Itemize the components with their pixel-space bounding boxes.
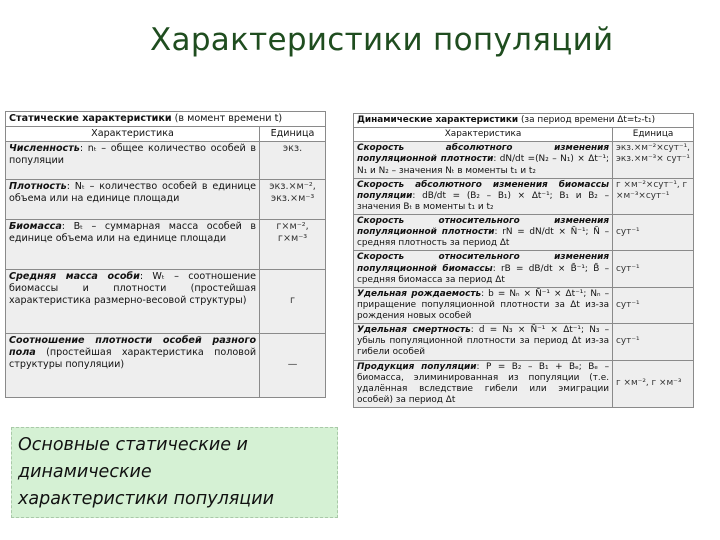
row-unit: экз.×м⁻²×сут⁻¹, экз.×м⁻³× сут⁻¹ xyxy=(613,142,694,178)
static-header-title: Статические характеристики xyxy=(9,113,172,124)
static-characteristics-table xyxy=(5,111,326,398)
row-unit: г ×м⁻²×сут⁻¹, г ×м⁻³×сут⁻¹ xyxy=(613,178,694,214)
row-name: Продукция популяции xyxy=(357,361,477,372)
table-row xyxy=(6,179,326,219)
static-header-note: (в момент времени t) xyxy=(171,113,283,124)
dynamic-header-note: (за период времени Δt=t₂-t₁) xyxy=(518,115,656,125)
row-desc: : d = N₃ × N̄⁻¹ × Δt⁻¹; N₃ – убыль популяционной плотности за период Δt из-за гибели особей xyxy=(357,325,610,358)
static-col-characteristic: Характеристика xyxy=(6,126,260,141)
static-col-unit: Единица xyxy=(260,126,326,141)
row-name: Биомасса xyxy=(9,220,62,232)
row-unit: сут⁻¹ xyxy=(613,251,694,287)
row-unit: — xyxy=(260,333,326,397)
row-unit: экз.×м⁻², экз.×м⁻³ xyxy=(260,179,326,219)
row-unit: сут⁻¹ xyxy=(613,324,694,360)
row-unit: экз. xyxy=(260,141,326,179)
row-desc: : nₜ – общее количество особей в популяции xyxy=(9,142,257,166)
caption-line-3: характеристики популяции xyxy=(18,489,274,509)
row-name: Удельная смертность xyxy=(357,325,471,336)
table-row xyxy=(6,141,326,179)
row-desc: : b = Nₙ × N̄⁻¹ × Δt⁻¹; Nₙ – приращение популяционной плотности за Δt из-за рождения новых особей xyxy=(357,288,610,321)
row-unit: сут⁻¹ xyxy=(613,215,694,251)
table-row xyxy=(354,287,694,323)
table-row xyxy=(6,219,326,269)
row-unit: г xyxy=(260,269,326,333)
table-row xyxy=(354,360,694,408)
table-row xyxy=(6,269,326,333)
row-desc: : rN = dN/dt × N̄⁻¹; N̄ – средняя плотность за период Δt xyxy=(357,227,610,249)
row-unit: г×м⁻², г×м⁻³ xyxy=(260,219,326,269)
row-desc: : rB = dB/dt × B̄⁻¹; B̄ – средняя биомасса за период Δt xyxy=(357,263,610,285)
row-unit: г ×м⁻², г ×м⁻³ xyxy=(613,360,694,408)
row-desc: : Bₜ – суммарная масса особей в единице объема или на единице площади xyxy=(9,220,257,244)
table-row xyxy=(354,324,694,360)
row-desc: : Nₜ – количество особей в единице объема или на единице площади xyxy=(9,180,257,204)
row-name: Удельная рождаемость xyxy=(357,288,482,299)
row-desc: : dN/dt =(N₂ – N₁) × Δt⁻¹; N₁ и N₂ – значения Nₜ в моменты t₁ и t₂ xyxy=(357,154,610,176)
caption-line-2: динамические xyxy=(18,462,152,482)
dynamic-column-headers xyxy=(354,128,694,142)
row-desc: (простейшая характеристика половой структуры популяции) xyxy=(9,346,257,370)
row-name: Численность xyxy=(9,142,80,154)
row-unit: сут⁻¹ xyxy=(613,287,694,323)
row-desc: : Wₜ – соотношение биомассы и плотности (простейшая характеристика размерно-весовой структуры) xyxy=(9,270,257,306)
row-name: Плотность xyxy=(9,180,67,192)
table-row xyxy=(354,142,694,178)
page-title: Характеристики популяций xyxy=(150,22,614,58)
row-desc: : P = B₂ – B₁ + Bₑ; Bₑ – биомасса, элиминированная из популяции (т.е. удалённая вследствие гибели или эмиграции особей) за период Δt xyxy=(357,361,610,405)
table-row xyxy=(6,333,326,397)
caption-line-1: Основные статические и xyxy=(18,435,248,455)
row-name: Средняя масса особи xyxy=(9,270,140,282)
table-row xyxy=(354,215,694,251)
row-name: Скорость относительного изменения популяционной плотности xyxy=(357,216,610,238)
caption-box xyxy=(11,427,338,518)
table-row xyxy=(354,178,694,214)
dynamic-col-unit: Единица xyxy=(613,128,694,142)
row-name: Скорость абсолютного изменения популяционной плотности xyxy=(357,143,610,165)
row-name: Соотношение плотности особей разного пола xyxy=(9,334,257,358)
row-name: Скорость абсолютного изменения биомассы популяции xyxy=(357,179,610,201)
static-column-headers xyxy=(6,126,326,141)
static-table-header xyxy=(6,112,326,127)
dynamic-characteristics-table xyxy=(353,113,694,408)
dynamic-header-title: Динамические характеристики xyxy=(357,115,519,125)
row-desc: : dB/dt = (B₂ – B₁) × Δt⁻¹; B₁ и B₂ – значения Bₜ в моменты t₁ и t₂ xyxy=(357,190,610,212)
row-name: Скорость относительного изменения популяционной биомассы xyxy=(357,252,610,274)
table-row xyxy=(354,251,694,287)
dynamic-col-characteristic: Характеристика xyxy=(354,128,613,142)
dynamic-table-header xyxy=(354,114,694,128)
